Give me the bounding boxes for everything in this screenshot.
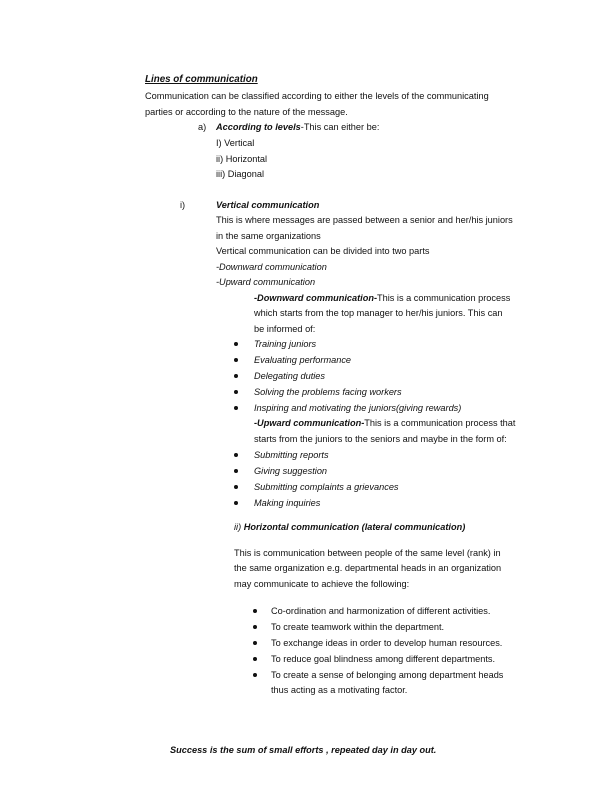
horizontal-item: Co-ordination and harmonization of different activities. — [271, 606, 491, 616]
levels-label: According to levels — [216, 122, 301, 132]
bullet — [253, 657, 257, 661]
bullet — [234, 390, 238, 394]
downward-line-3: be informed of: — [254, 324, 316, 334]
upward-text: This is a communication process that — [364, 418, 516, 428]
horizontal-title: Horizontal communication (lateral communication) — [243, 522, 466, 532]
levels-line — [216, 121, 379, 133]
downward-item: Inspiring and motivating the juniors(giving rewards) — [254, 403, 462, 413]
bullet — [234, 453, 238, 457]
horizontal-item: To exchange ideas in order to develop human resources. — [271, 638, 503, 648]
downward-item: Delegating duties — [254, 371, 325, 381]
horizontal-desc-3: may communicate to achieve the following: — [234, 579, 410, 589]
bullet — [234, 374, 238, 378]
vertical-part-downward: -Downward communication — [216, 262, 327, 272]
intro-line-1: Communication can be classified according to either the levels of the communicating — [145, 91, 489, 101]
section-heading: Lines of communication — [145, 74, 258, 85]
upward-item: Submitting complaints a grievances — [254, 482, 399, 492]
upward-item: Giving suggestion — [254, 466, 328, 476]
intro-line-2: parties or according to the nature of the message. — [145, 107, 348, 117]
vertical-desc-2: in the same organizations — [216, 231, 321, 241]
downward-item: Evaluating performance — [254, 355, 352, 365]
vertical-marker: i) — [180, 200, 186, 210]
vertical-desc-1: This is where messages are passed between a senior and her/his juniors — [216, 215, 513, 225]
horizontal-heading — [234, 521, 465, 533]
levels-item-diagonal: iii) Diagonal — [216, 169, 265, 179]
downward-item: Training juniors — [254, 339, 317, 349]
bullet — [253, 641, 257, 645]
horizontal-item: To create teamwork within the department. — [271, 622, 445, 632]
horizontal-desc-2: the same organization e.g. departmental heads in an organization — [234, 563, 502, 573]
horizontal-item: To reduce goal blindness among different departments. — [271, 654, 496, 664]
levels-marker: a) — [198, 122, 207, 132]
levels-item-vertical: I) Vertical — [216, 138, 255, 148]
upward-item: Making inquiries — [254, 498, 321, 508]
levels-text: -This can either be: — [300, 122, 380, 132]
horizontal-item-continuation: thus acting as a motivating factor. — [271, 685, 408, 695]
bullet — [234, 406, 238, 410]
vertical-title: Vertical communication — [216, 200, 320, 210]
bullet — [253, 673, 257, 677]
downward-line-1 — [254, 292, 510, 304]
bullet — [253, 609, 257, 613]
upward-line-1 — [254, 417, 515, 429]
horizontal-desc-1: This is communication between people of the same level (rank) in — [234, 548, 501, 558]
horizontal-item: To create a sense of belonging among department heads — [271, 670, 504, 680]
bullet — [234, 358, 238, 362]
bullet — [234, 501, 238, 505]
downward-text: This is a communication process — [377, 293, 511, 303]
bullet — [253, 625, 257, 629]
bullet — [234, 342, 238, 346]
horizontal-marker: ii) — [234, 522, 242, 532]
bullet — [234, 469, 238, 473]
downward-item: Solving the problems facing workers — [254, 387, 402, 397]
footer-quote: Success is the sum of small efforts , repeated day in day out. — [170, 745, 437, 755]
bullet — [234, 485, 238, 489]
downward-line-2: which starts from the top manager to her/his juniors. This can — [254, 308, 503, 318]
upward-item: Submitting reports — [254, 450, 329, 460]
downward-label: -Downward communication- — [254, 293, 378, 303]
vertical-desc-3: Vertical communication can be divided into two parts — [216, 246, 430, 256]
upward-label: -Upward communication- — [254, 418, 365, 428]
levels-item-horizontal: ii) Horizontal — [216, 154, 268, 164]
vertical-part-upward: -Upward communication — [216, 277, 316, 287]
upward-line-2: starts from the juniors to the seniors and maybe in the form of: — [254, 434, 507, 444]
